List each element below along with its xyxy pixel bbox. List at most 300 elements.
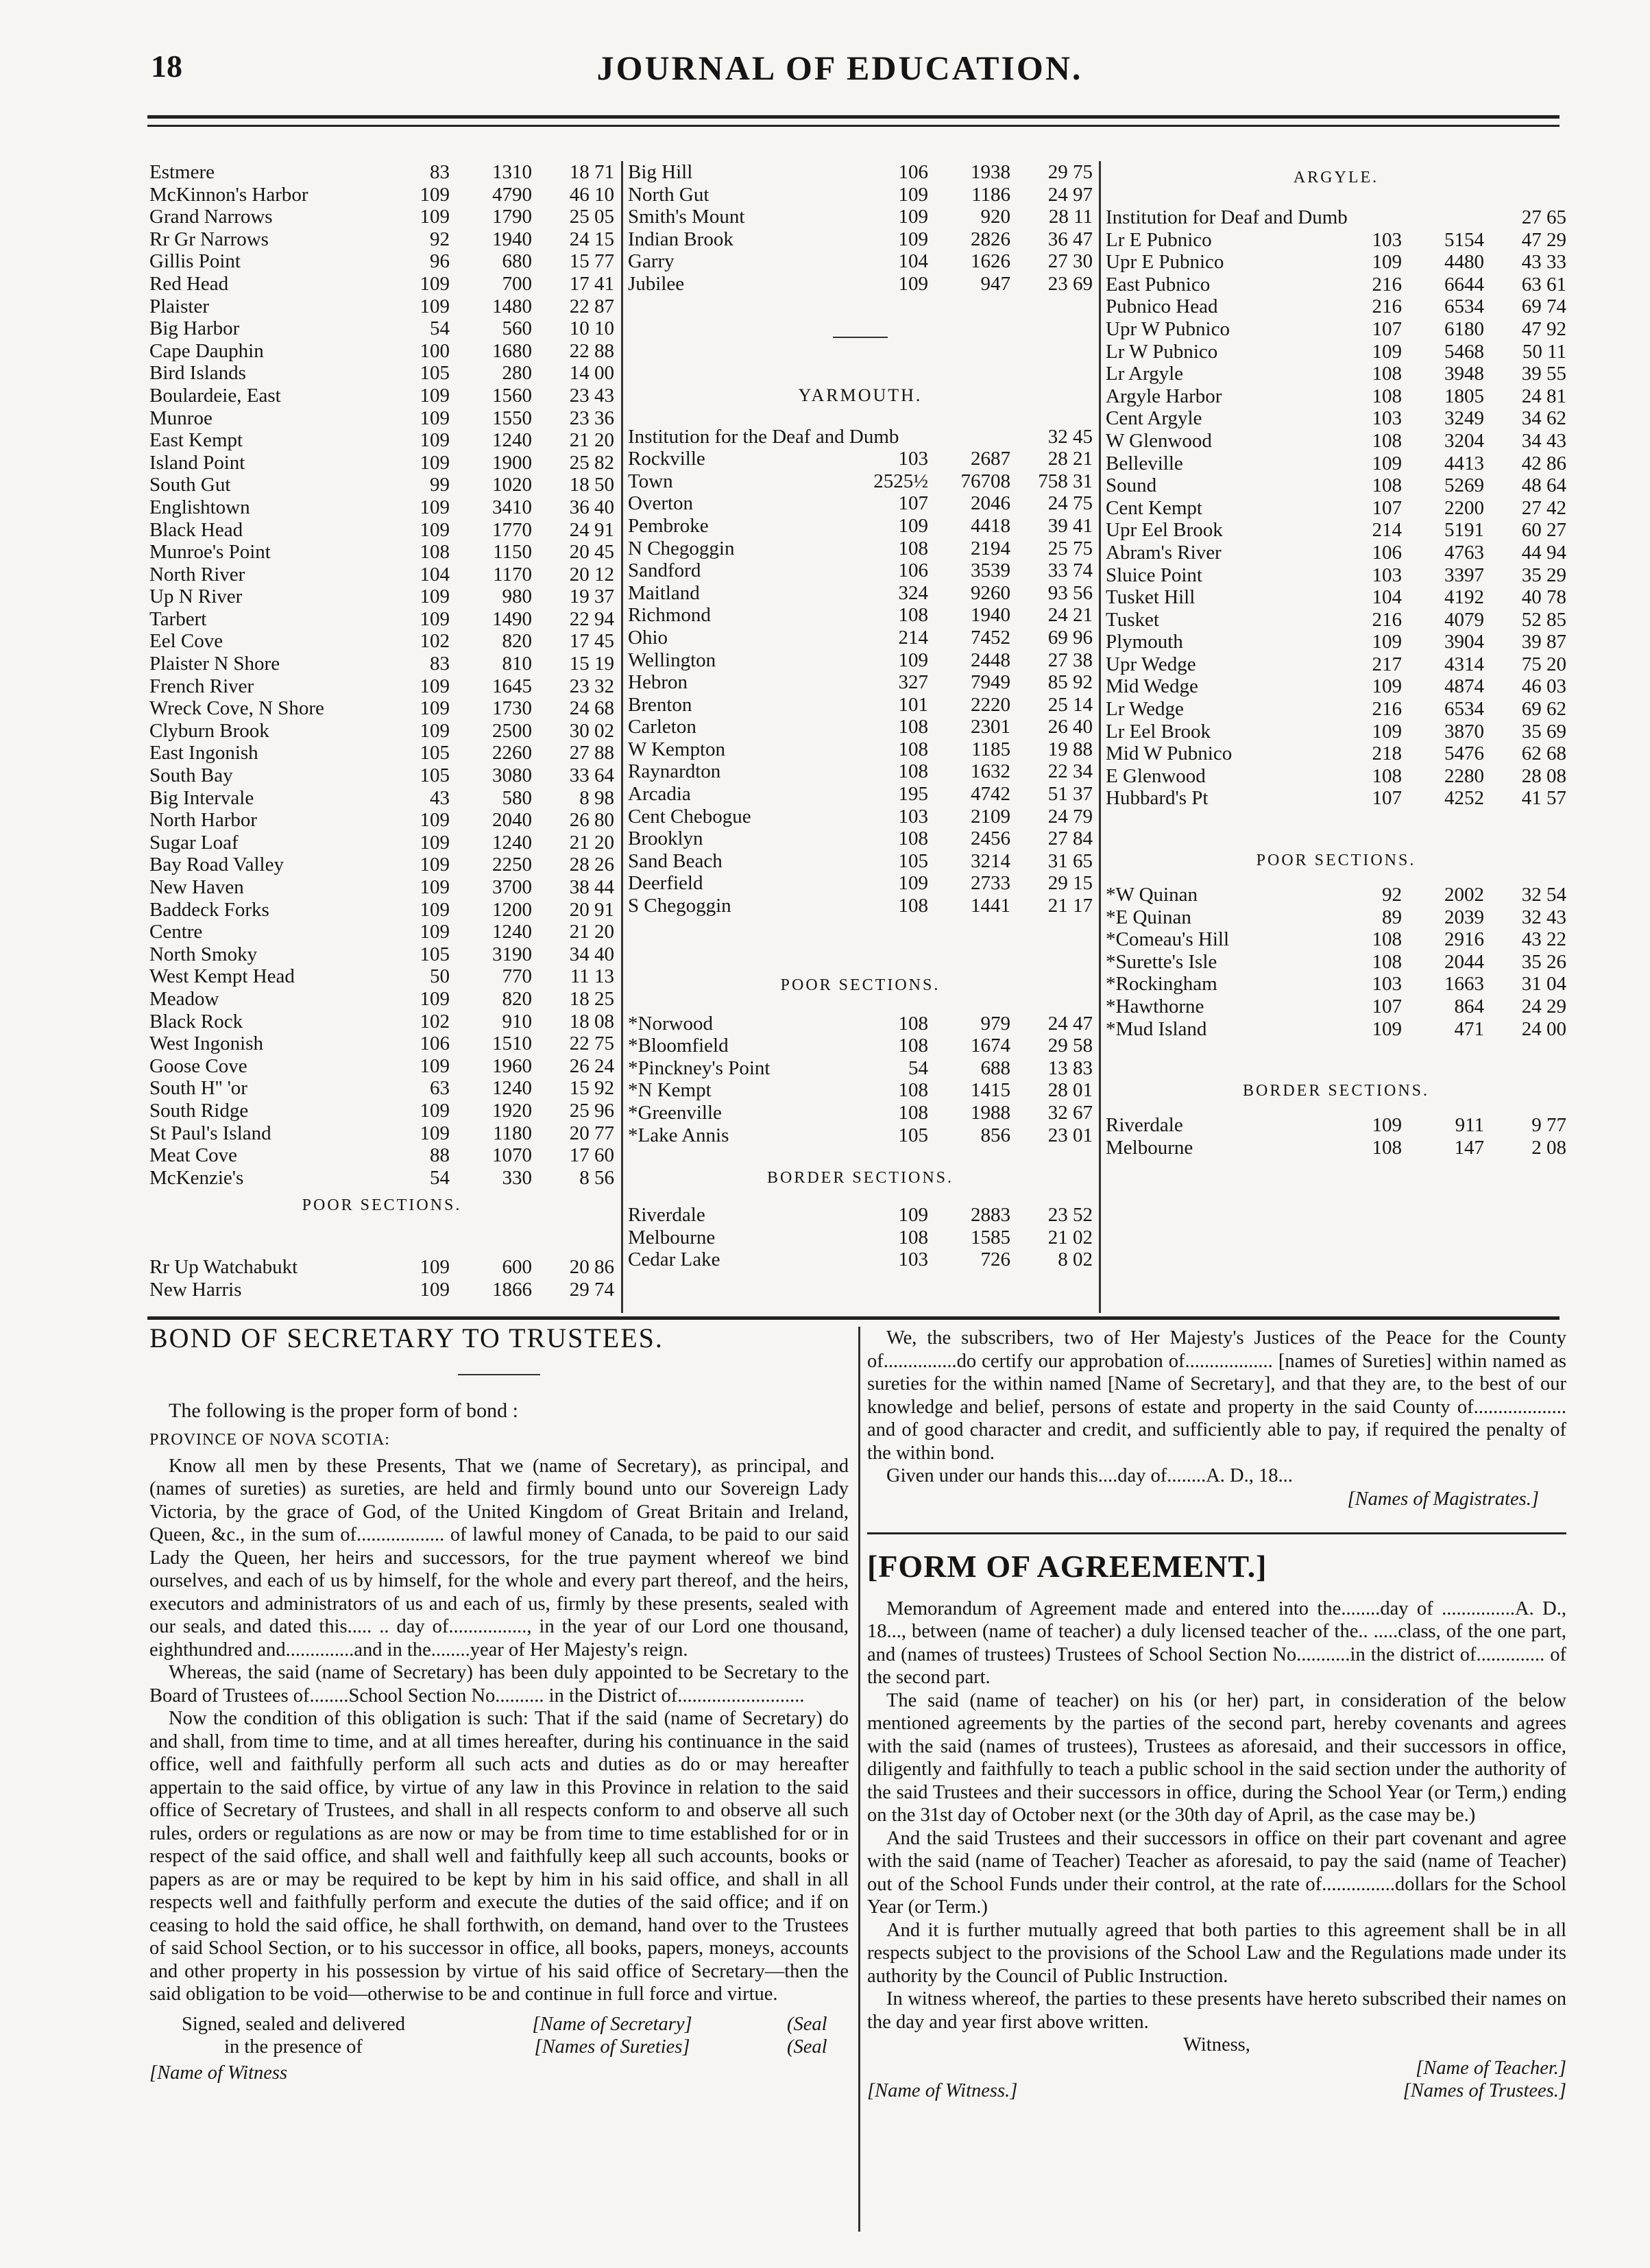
grant-amount: 30 02 — [569, 719, 614, 742]
table-row — [149, 965, 614, 988]
attendance: 910 — [502, 1010, 532, 1033]
grant-amount: 18 50 — [569, 474, 614, 496]
table-row — [628, 448, 1093, 470]
table-row — [628, 515, 1093, 538]
table-row — [628, 250, 1093, 273]
section-name: Melbourne — [1106, 1136, 1193, 1159]
attendance: 2200 — [1444, 496, 1484, 519]
grant-amount: 20 45 — [569, 541, 614, 564]
table-row — [628, 1227, 1093, 1249]
table-row — [628, 582, 1093, 605]
days-taught: 109 — [898, 514, 928, 537]
attendance: 1185 — [971, 738, 1010, 760]
days-taught: 103 — [898, 448, 928, 470]
table-row — [1106, 407, 1566, 430]
attendance: 2250 — [492, 854, 532, 876]
days-taught: 109 — [420, 719, 450, 742]
section-name: Ohio — [628, 626, 668, 649]
days-taught: 218 — [1372, 743, 1402, 765]
table-row — [628, 1124, 1093, 1147]
col1-poor-table — [149, 1256, 614, 1301]
section-name: Sandford — [628, 559, 701, 582]
column-divider-1 — [621, 161, 623, 1313]
section-name: Upr E Pubnico — [1106, 251, 1224, 274]
section-name: Smith's Mount — [628, 206, 745, 228]
grant-amount: 28 21 — [1047, 448, 1093, 470]
grant-amount: 19 88 — [1047, 738, 1093, 760]
grant-amount: 23 52 — [1047, 1204, 1093, 1227]
attendance: 4413 — [1444, 452, 1484, 474]
days-taught: 109 — [898, 206, 928, 228]
days-taught: 109 — [420, 518, 450, 541]
table-row — [149, 295, 614, 318]
section-name: Belleville — [1106, 452, 1183, 474]
col3-poor-table — [1106, 884, 1566, 1040]
attendance: 2220 — [971, 693, 1010, 716]
table-row — [628, 1057, 1093, 1080]
col1-poor-heading: POOR SECTIONS. — [302, 1196, 462, 1215]
grant-amount: 25 14 — [1047, 693, 1093, 716]
agreement-para-3: And the said Trustees and their successors in office on their part covenant and agree with the said (name of Teacher) Teacher as aforesaid, to pay the said (name of Teacher) out of the School Funds under their control, at the rate of...............dollars for the School Year (or Term.) — [867, 1827, 1566, 1918]
days-taught: 214 — [898, 626, 928, 649]
section-name: Upr Eel Brook — [1106, 519, 1223, 542]
days-taught: 107 — [1372, 787, 1402, 810]
table-row — [628, 228, 1093, 251]
section-name: Brenton — [628, 693, 692, 716]
table-row — [149, 228, 614, 251]
attendance: 3080 — [492, 764, 532, 787]
section-name: Riverdale — [628, 1204, 705, 1227]
agreement-title: [FORM OF AGREEMENT.] — [867, 1549, 1267, 1584]
grant-amount: 18 25 — [569, 987, 614, 1010]
attendance: 1180 — [493, 1122, 532, 1144]
attendance: 2040 — [492, 809, 532, 832]
section-name: Estmere — [149, 161, 215, 183]
grant-amount: 32 43 — [1521, 906, 1566, 928]
attendance: 820 — [502, 987, 532, 1010]
table-row — [149, 1144, 614, 1167]
days-taught: 109 — [1372, 251, 1402, 274]
section-name: St Paul's Island — [149, 1122, 271, 1144]
col2-poor-table — [628, 1013, 1093, 1147]
attendance: 2916 — [1444, 928, 1484, 951]
section-name: *Pinckney's Point — [628, 1057, 771, 1079]
days-taught: 105 — [898, 1124, 928, 1146]
days-taught: 109 — [1372, 452, 1402, 474]
section-name: Hubbard's Pt — [1106, 787, 1209, 810]
grant-amount: 47 29 — [1521, 228, 1566, 251]
days-taught: 108 — [898, 1035, 928, 1057]
days-taught: 109 — [420, 272, 450, 295]
grant-amount: 69 62 — [1521, 698, 1566, 721]
section-name: South Gut — [149, 474, 231, 496]
grant-amount: 32 67 — [1047, 1102, 1093, 1124]
table-row — [1106, 1018, 1566, 1041]
table-row — [149, 1167, 614, 1190]
table-row — [149, 273, 614, 295]
section-name: New Haven — [149, 876, 244, 898]
table-row — [149, 519, 614, 542]
table-row — [1106, 251, 1566, 274]
attendance: 5269 — [1444, 474, 1484, 497]
bond-title: BOND OF SECRETARY TO TRUSTEES. — [149, 1323, 664, 1353]
table-row — [628, 895, 1093, 917]
institution-amount: 32 45 — [1047, 425, 1093, 448]
table-row — [149, 385, 614, 407]
table-row — [628, 671, 1093, 694]
days-taught: 88 — [430, 1144, 450, 1167]
section-name: Lr E Pubnico — [1106, 228, 1212, 251]
days-taught: 104 — [1372, 586, 1402, 609]
table-row — [628, 492, 1093, 515]
attendance: 947 — [980, 272, 1010, 295]
table-row — [1106, 928, 1566, 951]
table-row — [1106, 519, 1566, 542]
header-rule-top — [147, 115, 1560, 119]
days-taught: 109 — [898, 228, 928, 250]
table-row — [149, 407, 614, 430]
table-row — [628, 828, 1093, 850]
table-row — [628, 649, 1093, 672]
grant-amount: 29 74 — [569, 1278, 614, 1301]
grant-amount: 23 01 — [1047, 1124, 1093, 1146]
table-row — [628, 716, 1093, 738]
grant-amount: 26 24 — [569, 1054, 614, 1077]
section-name: West Ingonish — [149, 1033, 264, 1055]
grant-amount: 24 21 — [1047, 604, 1093, 627]
attendance: 3204 — [1444, 429, 1484, 452]
table-row — [628, 760, 1093, 783]
section-name: Lr Argyle — [1106, 363, 1184, 385]
attendance: 580 — [502, 786, 532, 809]
days-taught: 108 — [898, 895, 928, 917]
col2-poor-heading: POOR SECTIONS. — [780, 976, 941, 994]
attendance: 700 — [502, 272, 532, 295]
attendance: 147 — [1454, 1136, 1484, 1159]
days-taught: 324 — [898, 581, 928, 604]
table-row — [1106, 973, 1566, 996]
table-row — [149, 429, 614, 452]
days-taught: 109 — [420, 1256, 450, 1279]
grant-amount: 21 20 — [569, 429, 614, 452]
days-taught: 107 — [1372, 496, 1402, 519]
grant-amount: 24 91 — [569, 518, 614, 541]
days-taught: 109 — [420, 183, 450, 206]
days-taught: 214 — [1372, 519, 1402, 542]
days-taught: 106 — [898, 161, 928, 183]
days-taught: 109 — [420, 876, 450, 898]
days-taught: 103 — [898, 1248, 928, 1271]
grant-amount: 39 87 — [1521, 631, 1566, 653]
attendance: 2109 — [971, 805, 1010, 828]
days-taught: 54 — [430, 317, 450, 340]
section-name: Goose Cove — [149, 1054, 247, 1077]
table-row — [628, 1248, 1093, 1271]
days-taught: 92 — [430, 228, 450, 250]
attendance: 856 — [980, 1124, 1010, 1146]
attendance: 820 — [502, 630, 532, 653]
section-name: *Comeau's Hill — [1106, 928, 1230, 951]
attendance: 770 — [502, 965, 532, 988]
days-taught: 108 — [898, 604, 928, 627]
attendance: 2448 — [971, 649, 1010, 671]
days-taught: 109 — [420, 697, 450, 720]
table-row — [1106, 453, 1566, 475]
section-name: South Ridge — [149, 1099, 249, 1122]
table-row — [1106, 765, 1566, 788]
grant-amount: 46 03 — [1521, 675, 1566, 698]
grant-amount: 75 20 — [1521, 653, 1566, 675]
col3-border-heading: BORDER SECTIONS. — [1242, 1082, 1430, 1100]
table-row — [1106, 295, 1566, 318]
days-taught: 105 — [898, 849, 928, 872]
grant-amount: 24 00 — [1521, 1017, 1566, 1040]
grant-amount: 20 12 — [569, 563, 614, 586]
grant-amount: 9 77 — [1531, 1114, 1566, 1137]
section-name: Eel Cove — [149, 630, 223, 653]
attendance: 560 — [502, 317, 532, 340]
attendance: 3539 — [971, 559, 1010, 582]
grant-amount: 35 26 — [1521, 950, 1566, 973]
attendance: 1940 — [971, 604, 1010, 627]
witness-name: [Name of Witness — [149, 2062, 288, 2084]
section-name: Hebron — [628, 671, 688, 694]
section-name: Cent Chebogue — [628, 805, 751, 828]
days-taught: 102 — [420, 630, 450, 653]
section-name: South Bay — [149, 764, 233, 787]
grant-amount: 93 56 — [1047, 581, 1093, 604]
grant-amount: 23 36 — [569, 407, 614, 429]
section-name: Sluice Point — [1106, 564, 1202, 586]
days-taught: 109 — [420, 1122, 450, 1144]
section-name: Carleton — [628, 716, 696, 738]
attendance: 2280 — [1444, 764, 1484, 787]
section-name: S Chegoggin — [628, 895, 731, 917]
bond-para-2: Whereas, the said (name of Secretary) has been duly appointed to be Secretary to the Board of Trustees of........School Section No.......... in the District of.......................... — [149, 1662, 849, 1706]
days-taught: 109 — [1372, 631, 1402, 653]
table-row — [149, 675, 614, 698]
grant-amount: 63 61 — [1521, 273, 1566, 295]
section-name: Up N River — [149, 586, 243, 608]
grant-amount: 24 79 — [1047, 805, 1093, 828]
section-name: Deerfield — [628, 872, 703, 895]
attendance: 4874 — [1444, 675, 1484, 698]
section-name: Cedar Lake — [628, 1248, 720, 1271]
section-name: Raynardton — [628, 760, 721, 783]
grant-amount: 27 88 — [569, 742, 614, 764]
table-row — [149, 1011, 614, 1033]
section-name: Tusket — [1106, 608, 1159, 631]
days-taught: 105 — [420, 742, 450, 764]
yarmouth-institution-row — [628, 426, 1093, 448]
grant-amount: 26 80 — [569, 809, 614, 832]
grant-amount: 44 94 — [1521, 541, 1566, 564]
table-row — [628, 470, 1093, 493]
table-row — [1106, 698, 1566, 721]
days-taught: 99 — [430, 474, 450, 496]
table-row — [1106, 586, 1566, 609]
table-row — [628, 738, 1093, 761]
grant-amount: 47 92 — [1521, 317, 1566, 340]
attendance: 2260 — [492, 742, 532, 764]
table-row — [149, 317, 614, 340]
section-name: Gillis Point — [149, 250, 241, 273]
table-row — [149, 161, 614, 184]
days-taught: 108 — [898, 1079, 928, 1102]
table-row — [1106, 631, 1566, 653]
days-taught: 101 — [898, 693, 928, 716]
section-name: French River — [149, 675, 254, 697]
section-name: West Kempt Head — [149, 965, 295, 988]
grant-amount: 22 34 — [1047, 760, 1093, 783]
days-taught: 109 — [898, 872, 928, 895]
attendance: 4252 — [1444, 787, 1484, 810]
institution-name: Institution for the Deaf and Dumb — [628, 425, 899, 448]
grant-amount: 24 68 — [569, 697, 614, 720]
section-name: Town — [628, 470, 673, 492]
table-row — [1106, 1137, 1566, 1159]
section-name: Meadow — [149, 987, 219, 1010]
days-taught: 107 — [898, 492, 928, 515]
grant-amount: 21 20 — [569, 921, 614, 943]
col1-table — [149, 161, 614, 1189]
section-name: Rockville — [628, 448, 705, 470]
table-row — [149, 608, 614, 631]
col2-border-table — [628, 1204, 1093, 1271]
section-name: Island Point — [149, 451, 245, 474]
grant-amount: 24 29 — [1521, 996, 1566, 1017]
grant-amount: 24 15 — [569, 228, 614, 250]
attendance: 3700 — [492, 876, 532, 898]
table-row — [149, 697, 614, 720]
grant-amount: 13 83 — [1047, 1057, 1093, 1079]
grant-amount: 25 75 — [1047, 537, 1093, 559]
days-taught: 109 — [420, 586, 450, 608]
attendance: 864 — [1454, 996, 1484, 1017]
days-taught: 105 — [420, 362, 450, 385]
attendance: 4418 — [971, 514, 1010, 537]
table-row — [149, 876, 614, 899]
grant-amount: 33 64 — [569, 764, 614, 787]
section-name: Wreck Cove, N Shore — [149, 697, 324, 720]
header-rule-bottom — [147, 125, 1560, 127]
grant-amount: 25 05 — [569, 206, 614, 228]
grant-amount: 15 77 — [569, 250, 614, 273]
table-row — [149, 854, 614, 876]
grant-amount: 48 64 — [1521, 474, 1566, 497]
grant-amount: 8 98 — [579, 786, 614, 809]
section-name: Garry — [628, 250, 675, 273]
section-name: *N Kempt — [628, 1079, 712, 1102]
table-row — [149, 764, 614, 787]
section-name: East Pubnico — [1106, 273, 1211, 295]
grant-amount: 39 41 — [1047, 514, 1093, 537]
attendance: 2301 — [971, 716, 1010, 738]
grant-amount: 20 86 — [569, 1256, 614, 1279]
section-name: *Rockingham — [1106, 973, 1217, 996]
page-header — [137, 48, 1542, 96]
days-taught: 109 — [1372, 1114, 1402, 1137]
days-taught: 109 — [1372, 340, 1402, 363]
table-row — [1106, 497, 1566, 520]
section-name: Munroe's Point — [149, 541, 271, 564]
table-row — [1106, 653, 1566, 676]
attendance: 1988 — [971, 1102, 1010, 1124]
section-name: Melbourne — [628, 1226, 716, 1248]
days-taught: 109 — [420, 898, 450, 921]
section-name: Rr Gr Narrows — [149, 228, 269, 250]
attendance: 1240 — [492, 429, 532, 452]
table-row — [149, 1279, 614, 1301]
table-row — [149, 541, 614, 564]
grant-amount: 26 40 — [1047, 716, 1093, 738]
attendance: 5154 — [1444, 228, 1484, 251]
table-row — [149, 496, 614, 519]
grant-amount: 22 75 — [569, 1033, 614, 1055]
section-name: McKinnon's Harbor — [149, 183, 308, 206]
bond-separator — [458, 1374, 540, 1375]
table-row — [1106, 274, 1566, 296]
argyle-heading: ARGYLE. — [1293, 169, 1379, 186]
table-row — [149, 1100, 614, 1122]
grant-amount: 28 01 — [1047, 1079, 1093, 1102]
attendance: 3948 — [1444, 363, 1484, 385]
table-row — [1106, 542, 1566, 564]
table-row — [1106, 229, 1566, 252]
grant-amount: 18 08 — [569, 1010, 614, 1033]
days-taught: 2525½ — [873, 470, 928, 492]
attendance: 4480 — [1444, 251, 1484, 274]
grant-amount: 27 30 — [1047, 250, 1093, 273]
table-row — [628, 538, 1093, 560]
attendance: 1150 — [493, 541, 532, 564]
days-taught: 108 — [898, 828, 928, 850]
grant-amount: 15 92 — [569, 1077, 614, 1100]
grant-amount: 35 69 — [1521, 720, 1566, 743]
days-taught: 106 — [898, 559, 928, 582]
attendance: 1310 — [492, 161, 532, 183]
attendance: 3249 — [1444, 407, 1484, 430]
attendance: 280 — [502, 362, 532, 385]
section-name: North Gut — [628, 183, 709, 206]
attendance: 7949 — [971, 671, 1010, 694]
days-taught: 100 — [420, 339, 450, 362]
section-name: Clyburn Brook — [149, 719, 269, 742]
grant-amount: 22 94 — [569, 607, 614, 630]
section-name: Cent Argyle — [1106, 407, 1202, 430]
table-row — [628, 806, 1093, 828]
section-name: Black Head — [149, 518, 243, 541]
grant-amount: 21 02 — [1047, 1226, 1093, 1248]
agreement-signature-block — [867, 2057, 1566, 2103]
attendance: 3410 — [492, 496, 532, 518]
grant-amount: 85 92 — [1047, 671, 1093, 694]
agreement-name-of-witness: [Name of Witness.] — [867, 2080, 1018, 2101]
grant-amount: 34 40 — [569, 943, 614, 965]
attendance: 1585 — [971, 1226, 1010, 1248]
section-name: Mid W Pubnico — [1106, 743, 1233, 765]
bond-signature-block — [149, 2013, 849, 2059]
grant-amount: 10 10 — [569, 317, 614, 340]
table-row — [149, 988, 614, 1011]
journal-title: JOURNAL OF EDUCATION. — [596, 49, 1083, 87]
section-name: Big Hill — [628, 161, 693, 183]
days-taught: 109 — [420, 1099, 450, 1122]
table-row — [149, 1033, 614, 1055]
days-taught: 109 — [898, 649, 928, 671]
attendance: 2002 — [1444, 884, 1484, 906]
attendance: 1674 — [971, 1035, 1010, 1057]
